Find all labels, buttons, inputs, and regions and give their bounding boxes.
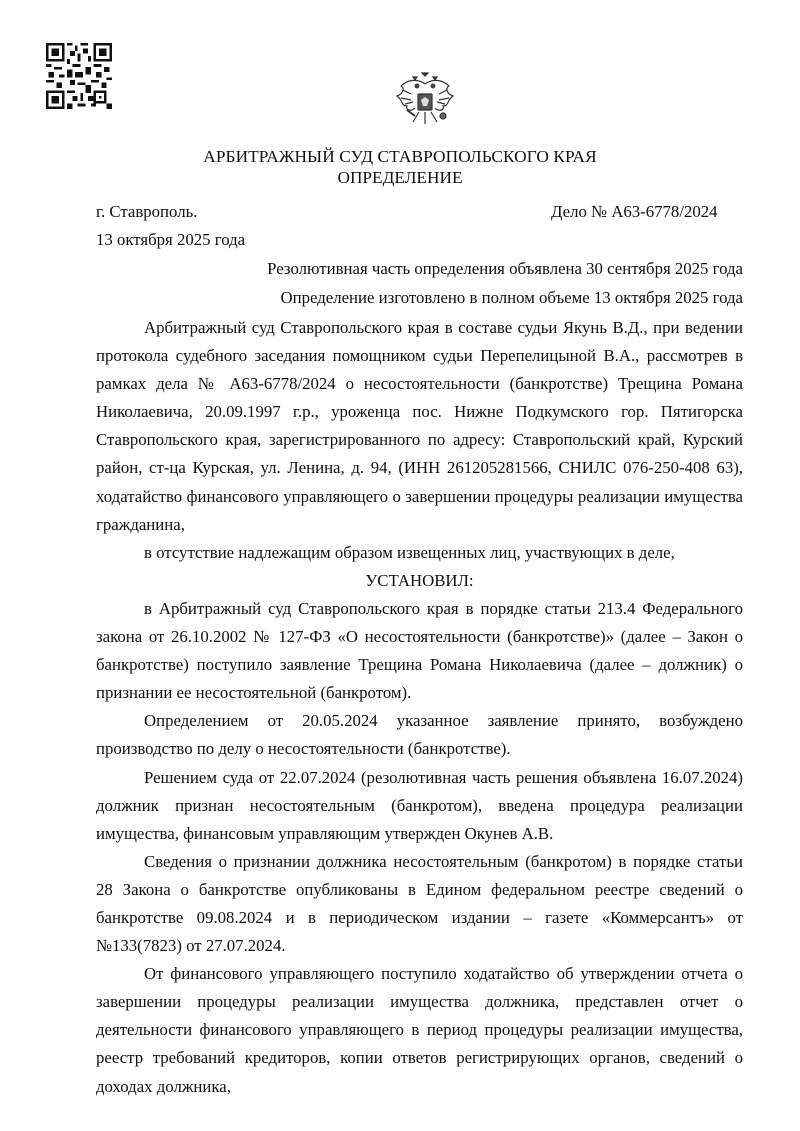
- paragraph-application: в Арбитражный суд Ставропольского края в порядке статьи 213.4 Федерального закона от 26.10.2002 № 127-ФЗ «О несостоятельности (банкротстве)» (далее – Закон о банкротстве) поступило заявление Трещина Романа Николаевича (далее – должник) о признании ее несостоятельной (банкротом).: [96, 598, 743, 703]
- paragraph-decision: Решением суда от 22.07.2024 (резолютивная часть решения объявлена 16.07.2024) должник признан несостоятельным (банкротом), введена процедура реализации имущества, финансовым управляющим утвержден Окунев А.В.: [96, 767, 743, 843]
- city: г. Ставрополь.: [96, 202, 198, 221]
- document-type-title: ОПРЕДЕЛЕНИЕ: [337, 168, 463, 187]
- case-number: Дело № А63-6778/2024: [551, 202, 718, 221]
- document-date: 13 октября 2025 года: [96, 230, 246, 249]
- established-heading: УСТАНОВИЛ:: [365, 570, 474, 590]
- full-text-made-note: Определение изготовлено в полном объеме 13 октября 2025 года: [280, 288, 743, 307]
- russian-coat-of-arms-icon: [393, 70, 457, 132]
- paragraph-publication: Сведения о признании должника несостоятельным (банкротом) в порядке статьи 28 Закона о банкротстве опубликованы в Едином федеральном реестре сведений о банкротстве 09.08.2024 и в периодическом издании – газете «Коммерсантъ» от №133(7823) от 27.07.2024.: [96, 851, 743, 956]
- court-name: АРБИТРАЖНЫЙ СУД СТАВРОПОЛЬСКОГО КРАЯ: [203, 147, 597, 166]
- paragraph-report: От финансового управляющего поступило ходатайство об утверждении отчета о завершении процедуры реализации имущества должника, представлен отчет о деятельности финансового управляющего в период процедуры реализации имущества, реестр требований кредиторов, копии ответов регистрирующих органов, сведений о доходах должника,: [96, 964, 743, 1096]
- document-body: [96, 314, 743, 1101]
- paragraph-acceptance: Определением от 20.05.2024 указанное заявление принято, возбуждено производство по делу о несостоятельности (банкротстве).: [96, 711, 743, 759]
- absence-paragraph: в отсутствие надлежащим образом извещенных лиц, участвующих в деле,: [144, 542, 675, 562]
- resolution-announced-note: Резолютивная часть определения объявлена 30 сентября 2025 года: [267, 259, 743, 278]
- qr-code-icon: [46, 43, 112, 109]
- intro-paragraph: Арбитражный суд Ставропольского края в составе судьи Якунь В.Д., при ведении протокола судебного заседания помощником судьи Перепелицыной В.А., рассмотрев в рамках дела № А63-6778/2024 о несостоятельности (банкротстве) Трещина Романа Николаевича, 20.09.1997 г.р., уроженца пос. Нижне Подкумского гор. Пятигорска Ставропольского края, зарегистрированного по адресу: Ставропольский край, Курский район, ст-ца Курская, ул. Ленина, д. 94, (ИНН 261205281566, СНИЛС 076-250-408 63), ходатайство финансового управляющего о завершении процедуры реализации имущества гражданина,: [96, 318, 743, 534]
